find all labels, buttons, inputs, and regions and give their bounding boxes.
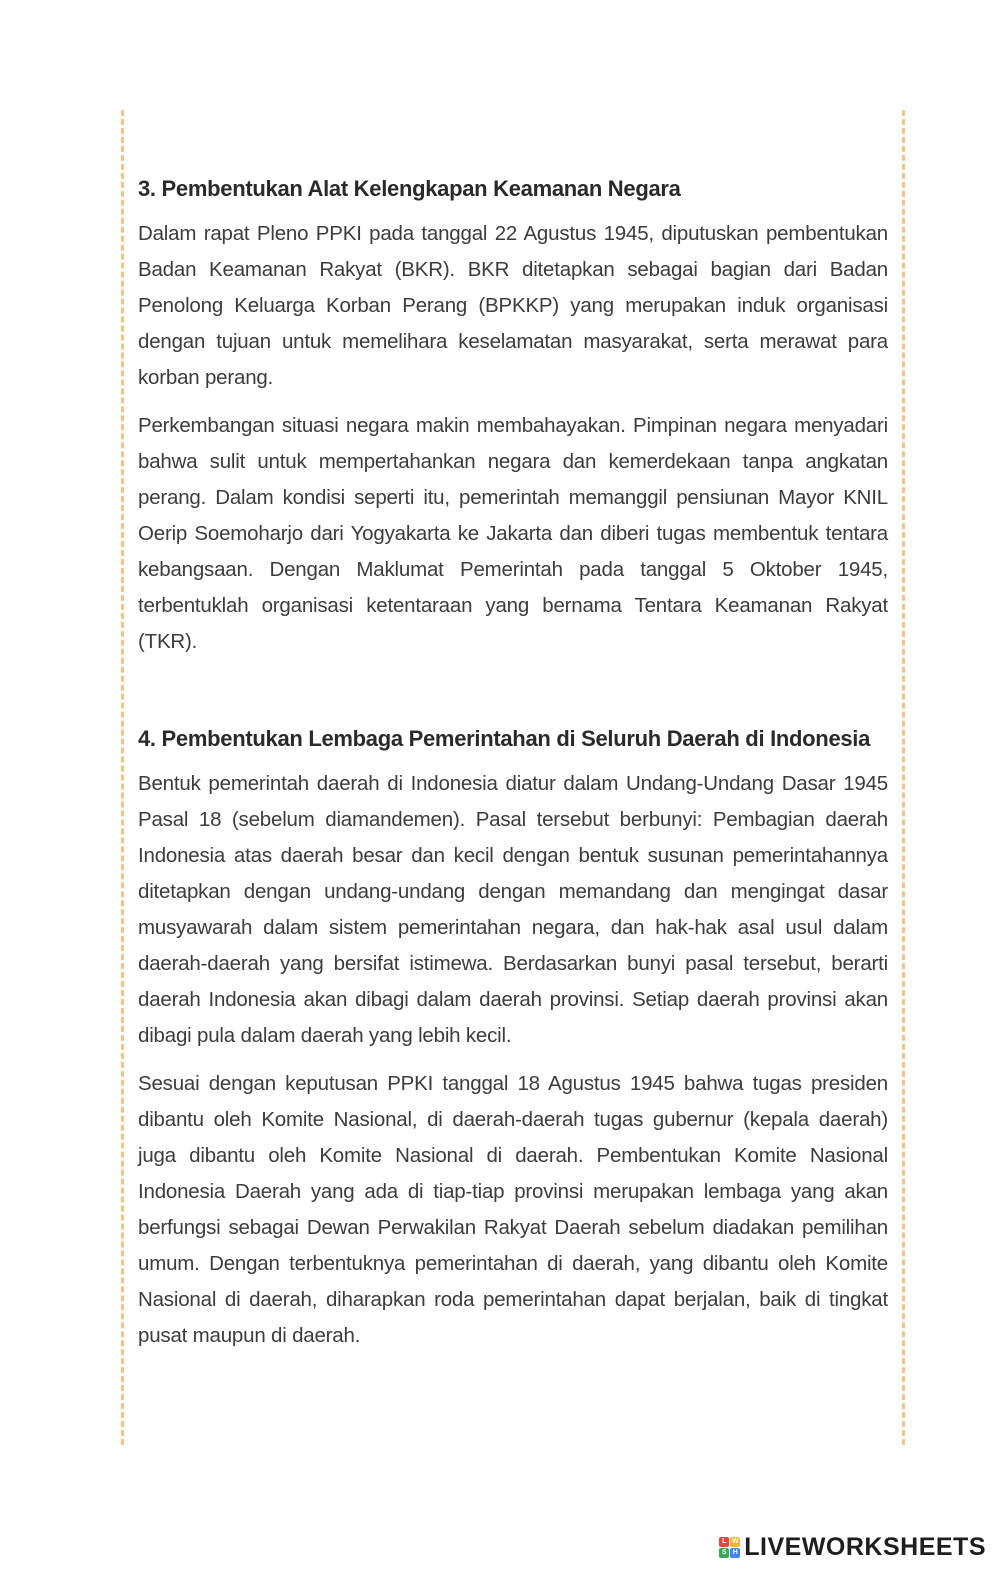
liveworksheets-logo-icon	[719, 1537, 740, 1558]
section-3-paragraph-1: Dalam rapat Pleno PPKI pada tanggal 22 Agustus 1945, diputuskan pembentukan Badan Keamanan Rakyat (BKR). BKR ditetapkan sebagai bagian dari Badan Penolong Keluarga Korban Perang (BPKKP) yang merupakan induk organisasi dengan tujuan untuk memelihara keselamatan masyarakat, serta merawat para korban perang.	[138, 222, 888, 389]
section-4-paragraph-1: Bentuk pemerintah daerah di Indonesia diatur dalam Undang-Undang Dasar 1945 Pasal 18 (sebelum diamandemen). Pasal tersebut berbunyi: Pembagian daerah Indonesia atas daerah besar dan kecil dengan bentuk susunan pemerintahannya ditetapkan dengan undang-undang dengan memandang dan mengingat dasar musyawarah dalam sistem pemerintahan negara, dan hak-hak asal usul dalam daerah-daerah yang bersifat istimewa. Berdasarkan bunyi pasal tersebut, berarti daerah Indonesia akan dibagi dalam daerah provinsi. Setiap daerah provinsi akan dibagi pula dalam daerah yang lebih kecil.	[138, 772, 888, 1047]
worksheet-content	[138, 176, 888, 1366]
liveworksheets-logo[interactable]	[719, 1533, 986, 1562]
section-gap	[138, 672, 888, 726]
logo-mark-cell: H	[730, 1548, 740, 1558]
logo-mark-cell: L	[719, 1537, 729, 1547]
logo-text: LIVEWORKSHEETS	[744, 1533, 986, 1561]
section-3-paragraph-2: Perkembangan situasi negara makin membahayakan. Pimpinan negara menyadari bahwa sulit untuk mempertahankan negara dan kemerdekaan tanpa angkatan perang. Dalam kondisi seperti itu, pemerintah memanggil pensiunan Mayor KNIL Oerip Soemoharjo dari Yogyakarta ke Jakarta dan diberi tugas membentuk tentara kebangsaan. Dengan Maklumat Pemerintah pada tanggal 5 Oktober 1945, terbentuklah organisasi ketentaraan yang bernama Tentara Keamanan Rakyat (TKR).	[138, 414, 888, 653]
section-4	[138, 726, 888, 1354]
section-3-title: 3. Pembentukan Alat Kelengkapan Keamanan Negara	[138, 176, 681, 201]
logo-mark-cell: S	[719, 1548, 729, 1558]
section-4-title: 4. Pembentukan Lembaga Pemerintahan di Seluruh Daerah di Indonesia	[138, 726, 871, 751]
logo-mark-cell: W	[731, 1538, 739, 1545]
section-4-paragraph-2: Sesuai dengan keputusan PPKI tanggal 18 Agustus 1945 bahwa tugas presiden dibantu oleh Komite Nasional, di daerah-daerah tugas gubernur (kepala daerah) juga dibantu oleh Komite Nasional di daerah. Pembentukan Komite Nasional Indonesia Daerah yang ada di tiap-tiap provinsi merupakan lembaga yang akan berfungsi sebagai Dewan Perwakilan Rakyat Daerah sebelum diadakan pemilihan umum. Dengan terbentuknya pemerintahan di daerah, yang dibantu oleh Komite Nasional di daerah, diharapkan roda pemerintahan dapat berjalan, baik di tingkat pusat maupun di daerah.	[138, 1072, 888, 1347]
section-3	[138, 176, 888, 660]
